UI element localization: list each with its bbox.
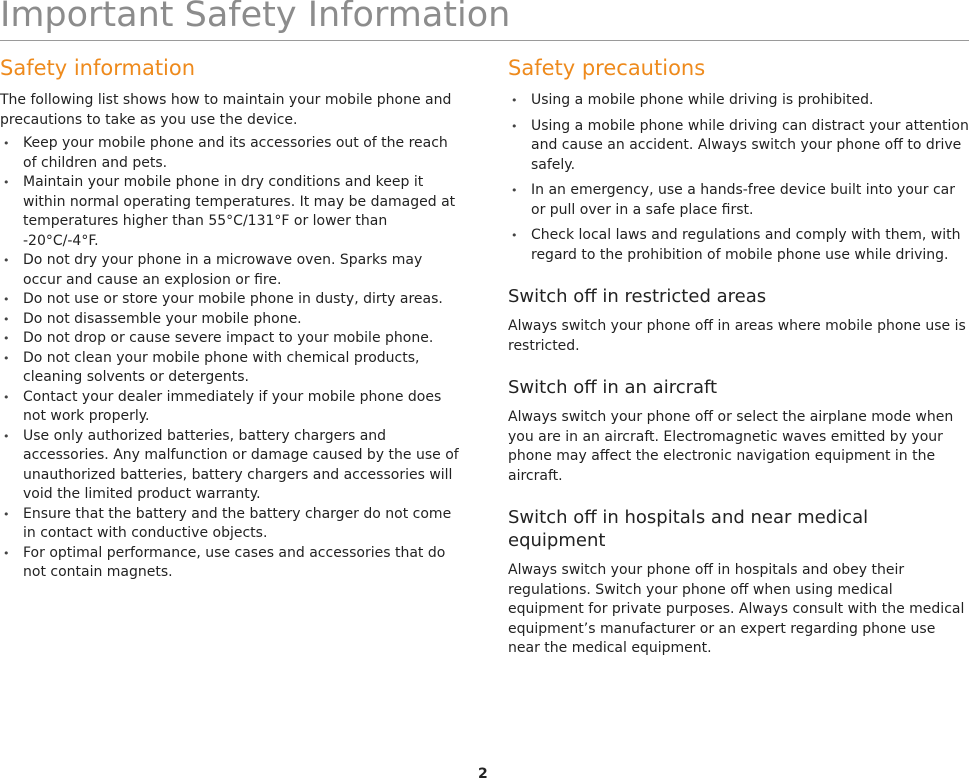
bullet-icon: •: [511, 119, 518, 133]
list-item: • Use only authorized batteries, battery chargers and accessories. Any malfunction or damage caused by the use of unauthorized batteries, battery chargers and accessories will void the limited product warranty.: [3, 427, 459, 502]
aircraft-heading: Switch off in an aircraft: [508, 377, 718, 398]
aircraft-body: Always switch your phone off or select the airplane mode when you are in an aircraft. Electromagnetic waves emitted by your phone may affect the electronic navigation equipment in the aircraft.: [508, 409, 954, 484]
bullet-icon: •: [3, 312, 10, 326]
bullet-icon: •: [3, 176, 10, 189]
safety-precautions-column: [508, 54, 969, 659]
hospitals-body: Always switch your phone off in hospitals and obey their regulations. Switch your phone off when using medical equipment for private purposes. Always consult with the medical equipment’s manufacturer or an expert regarding phone use near the medical equipment.: [508, 562, 965, 656]
page-title: Important Safety Information: [0, 0, 511, 35]
list-item: • Ensure that the battery and the battery charger do not come in contact with conductive objects.: [3, 505, 452, 541]
bullet-icon: •: [3, 254, 10, 267]
restricted-areas-heading: Switch off in restricted areas: [508, 286, 767, 307]
safety-precautions-heading: Safety precautions: [508, 56, 706, 80]
safety-information-list: [0, 134, 462, 583]
safety-information-intro: The following list shows how to maintain your mobile phone and precautions to take as you use the device.: [0, 92, 452, 128]
list-item: • Do not drop or cause severe impact to your mobile phone.: [0, 329, 462, 349]
bullet-icon: •: [511, 94, 518, 107]
list-item: • Maintain your mobile phone in dry conditions and keep it within normal operating temperatures. It may be damaged at temperatures higher than 55°C/131°F or lower than -20°C/-4°F.: [3, 174, 456, 249]
list-item: • Keep your mobile phone and its accessories out of the reach of children and pets.: [3, 135, 448, 171]
list-item: • Do not use or store your mobile phone in dusty, dirty areas.: [0, 290, 462, 310]
hospitals-heading: Switch off in hospitals and near medical equipment: [508, 507, 869, 551]
list-item: • Using a mobile phone while driving can distract your attention and cause an accident. Always switch your phone off to drive safely.: [511, 117, 969, 173]
list-item: • Contact your dealer immediately if your mobile phone does not work properly.: [3, 388, 442, 424]
page-number: 2: [478, 766, 488, 782]
bullet-icon: •: [511, 229, 518, 242]
bullet-icon: •: [3, 293, 10, 306]
list-item: • Do not clean your mobile phone with chemical products, cleaning solvents or detergents.: [3, 349, 420, 385]
bullet-icon: •: [3, 390, 10, 404]
bullet-icon: •: [3, 507, 10, 521]
bullet-icon: •: [3, 332, 10, 345]
list-item: • Check local laws and regulations and comply with them, with regard to the prohibition of mobile phone use while driving.: [511, 227, 961, 263]
list-item: • For optimal performance, use cases and accessories that do not contain magnets.: [3, 544, 446, 580]
safety-information-column: [0, 54, 462, 583]
bullet-icon: •: [3, 351, 10, 365]
bullet-icon: •: [3, 429, 10, 443]
bullet-icon: •: [3, 546, 10, 560]
bullet-icon: •: [3, 137, 10, 150]
safety-information-heading: Safety information: [0, 56, 196, 80]
list-item: • Do not disassemble your mobile phone.: [0, 310, 462, 330]
safety-precautions-list: [508, 91, 969, 265]
restricted-areas-body: Always switch your phone off in areas where mobile phone use is restricted.: [508, 318, 966, 354]
list-item: • Do not dry your phone in a microwave oven. Sparks may occur and cause an explosion or fire.: [3, 252, 423, 288]
bullet-icon: •: [511, 184, 518, 197]
title-divider: [0, 40, 969, 41]
list-item: • In an emergency, use a hands-free device built into your car or pull over in a safe place first.: [511, 182, 955, 218]
list-item: • Using a mobile phone while driving is prohibited.: [508, 91, 969, 111]
